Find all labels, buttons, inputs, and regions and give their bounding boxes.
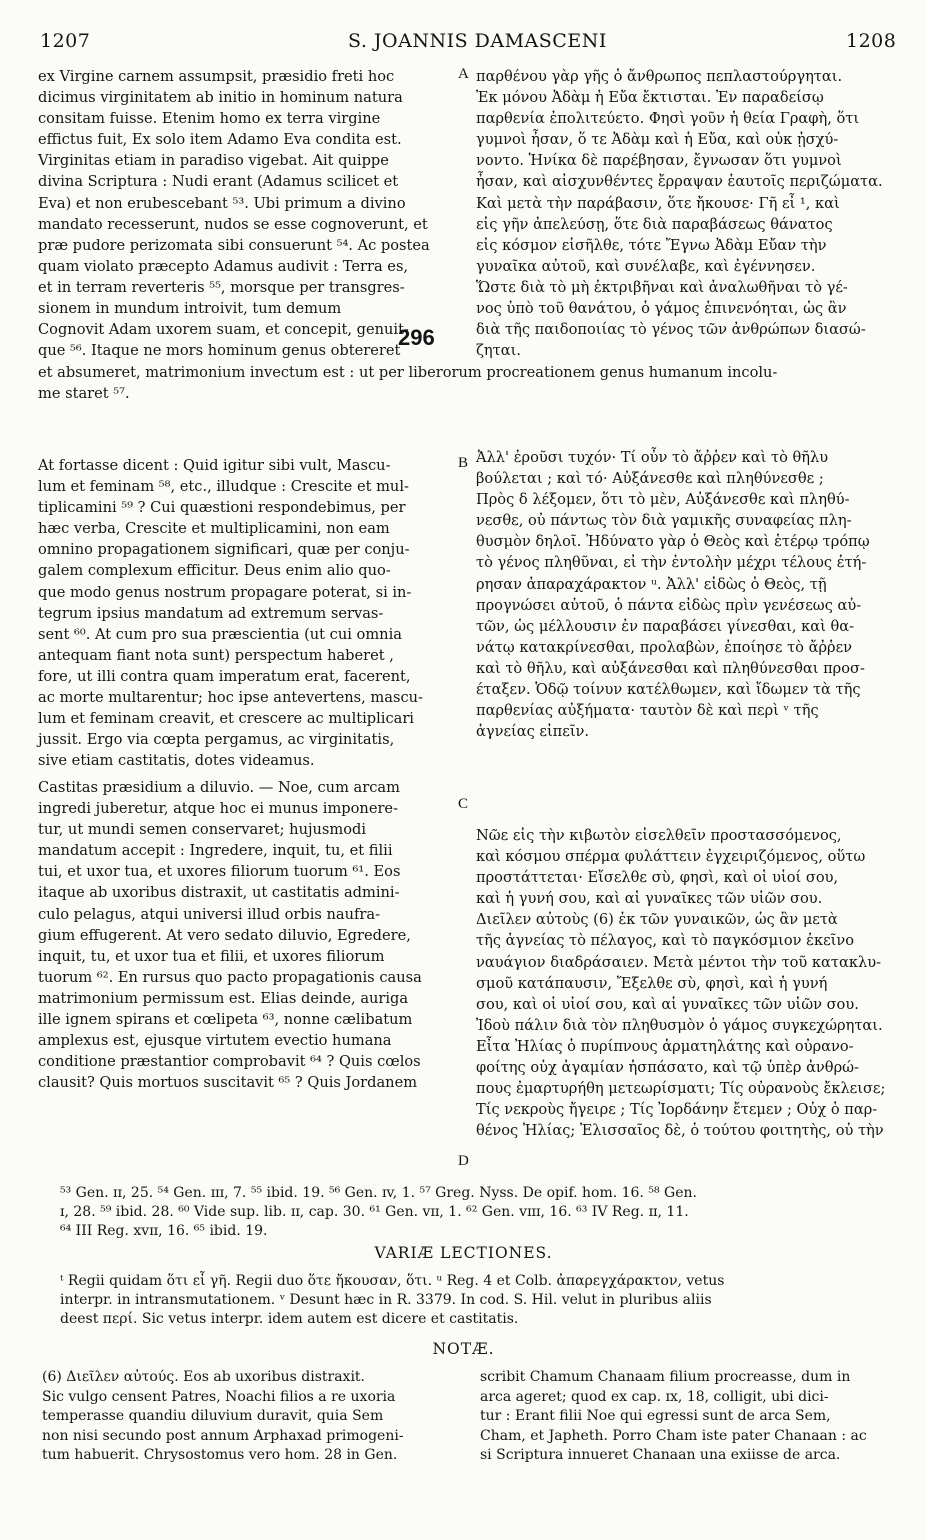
notae-right-column: [480, 1368, 890, 1466]
text-line: itaque ab uxoribus distraxit, ut castitatis admini-: [38, 884, 400, 902]
text-line: divina Scriptura : Nudi erant (Adamus scilicet et: [38, 173, 399, 191]
text-line: que ⁵⁶. Itaque ne mors hominum genus obtereret: [38, 342, 401, 360]
text-line: ⁵³ Gen. ɪɪ, 25. ⁵⁴ Gen. ɪɪɪ, 7. ⁵⁵ ibid. 19. ⁵⁶ Gen. ɪv, 1. ⁵⁷ Greg. Nyss. De opif. hom. 16. ⁵⁸ Gen.: [60, 1185, 697, 1201]
notae-left-column: [42, 1368, 452, 1466]
text-line: Καὶ μετὰ τὴν παράβασιν, ὅτε ἤκουσε· Γῆ εἶ ¹, καὶ: [476, 194, 840, 212]
text-line: σου, καὶ οἱ υἱοί σου, καὶ αἱ γυναῖκες τῶν υἱῶν σου.: [476, 995, 859, 1013]
text-line: antequam fiant nota sunt) perspectum haberet ,: [38, 646, 394, 664]
text-line: tur : Erant filii Noe qui egressi sunt de arca Sem,: [480, 1408, 831, 1424]
text-line: Ἐκ μόνου Ἀδὰμ ἡ Εὔα ἔκτισται. Ἐν παραδείσῳ: [476, 89, 824, 107]
text-line: καὶ κόσμου σπέρμα φυλάττειν ἐγχειριζόμενος, οὕτω: [476, 848, 866, 866]
text-line: ɪ, 28. ⁵⁹ ibid. 28. ⁶⁰ Vide sup. lib. ɪɪ, cap. 30. ⁶¹ Gen. vɪɪ, 1. ⁶² Gen. vɪɪɪ, 16. ⁶³ IV Reg. ɪɪ, 11.: [60, 1204, 689, 1220]
text-line: ille ignem spirans et cœlipeta ⁶³, nonne cælibatum: [38, 1011, 413, 1029]
text-line: hæc verba, Crescite et multiplicamini, non eam: [38, 520, 390, 538]
text-line: νοντο. Ἡνίκα δὲ παρέβησαν, ἔγνωσαν ὅτι γυμνοὶ: [476, 152, 842, 170]
text-line: ⁶⁴ III Reg. xvɪɪ, 16. ⁶⁵ ibid. 19.: [60, 1223, 268, 1239]
text-line: dicimus virginitatem ab initio in hominum natura: [38, 89, 403, 107]
variae-lectiones-text: [60, 1272, 890, 1329]
left-page-number: 1207: [40, 30, 91, 52]
text-line: Castitas præsidium a diluvio. — Noe, cum arcam: [38, 779, 400, 796]
text-line: fore, ut illi contra quam imperatum erat, facerent,: [38, 667, 411, 685]
text-line: scribit Chamum Chanaam filium procreasse, dum in: [480, 1369, 851, 1385]
variae-lectiones-heading: VARIÆ LECTIONES.: [374, 1244, 553, 1262]
latin-spanning-text: [38, 362, 888, 404]
text-line: culo pelagus, atqui universi illud orbis naufra-: [38, 905, 381, 923]
text-line: βούλεται ; καὶ τό· Αὐξάνεσθε καὶ πληθύνεσθε ;: [476, 470, 824, 488]
text-line: At fortasse dicent : Quid igitur sibi vult, Mascu-: [38, 457, 391, 474]
text-line: Τίς νεκροὺς ἤγειρε ; Τίς Ἰορδάνην ἔτεμεν ; Οὐχ ὁ παρ-: [476, 1101, 878, 1119]
text-line: εἰς γῆν ἀπελεύσῃ, ὅτε διὰ παραβάσεως θάνατος: [476, 215, 833, 233]
text-line: interpr. in intransmutationem. ᵛ Desunt hæc in R. 3379. In cod. S. Hil. velut in pluribus aliis: [60, 1292, 712, 1308]
text-line: Eva) et non erubescebant ⁵³. Ubi primum a divino: [38, 194, 406, 212]
text-line: ac morte multarentur; hoc ipse antevertens, mascu-: [38, 689, 423, 707]
text-line: έταξεν. Ὁδῷ τοίνυν κατέλθωμεν, καὶ ἴδωμεν τὰ τῆς: [476, 681, 861, 699]
text-line: ναυάγιον διαδράσαιεν. Μετὰ μέντοι τὴν τοῦ κατακλυ-: [476, 953, 882, 971]
text-line: me staret ⁵⁷.: [38, 385, 130, 402]
greek-column-middle: [476, 447, 888, 742]
greek-column-top: [476, 66, 888, 361]
text-line: ᵗ Regii quidam ὅτι εἶ γῆ. Regii duo ὅτε ἤκουσαν, ὅτι. ᵘ Reg. 4 et Colb. ἀπαρεγχάρακτον, vetus: [60, 1273, 725, 1289]
text-line: προγνώσει αὐτοῦ, ὁ πάντα εἰδὼς πρὶν γενέσεως αὐ-: [476, 596, 862, 614]
text-line: lum et feminam ⁵⁸, etc., illudque : Crescite et mul-: [38, 478, 409, 496]
text-line: lum et feminam creavit, et crescere ac multiplicari: [38, 710, 414, 728]
text-line: Virginitas etiam in paradiso vigebat. Ait quippe: [38, 152, 389, 170]
text-line: εἰς κόσμον εἰσῆλθε, τότε Ἔγνω Ἀδὰμ Εὔαν τὴν: [476, 236, 827, 254]
greek-column-lower: [476, 825, 888, 1141]
text-line: tum habuerit. Chrysostomus vero hom. 28 in Gen.: [42, 1447, 398, 1463]
text-line: προστάττεται· Εἴσελθε σὺ, φησὶ, καὶ οἱ υἱοί σου,: [476, 869, 839, 887]
text-line: τῶν, ὡς μέλλουσιν ἐν παραβάσει γίνεσθαι, καὶ θα-: [476, 617, 855, 635]
text-line: tegrum ipsius mandatum ad extremum servas-: [38, 604, 384, 622]
text-line: tui, et uxor tua, et uxores filiorum tuorum ⁶¹. Eos: [38, 863, 401, 881]
text-line: Ὥστε διὰ τὸ μὴ ἐκτριβῆναι καὶ ἀναλωθῆναι τὸ γέ-: [476, 278, 848, 296]
text-line: omnino propagationem significari, quæ per conju-: [38, 541, 410, 559]
text-line: temperasse quandiu diluvium duravit, quia Sem: [42, 1408, 384, 1424]
text-line: ἁγνείας εἰπεῖν.: [476, 723, 590, 741]
text-line: Διεῖλεν αὐτοὺς (6) ἐκ τῶν γυναικῶν, ὡς ἂν μετὰ: [476, 911, 838, 929]
text-line: inquit, tu, et uxor tua et filii, et uxores filiorum: [38, 947, 385, 965]
text-line: et in terram reverteris ⁵⁵, morsque per transgres-: [38, 278, 405, 296]
text-line: que modo genus nostrum propagare poterat, si in-: [38, 583, 412, 601]
text-line: ἦσαν, καὶ αἰσχυνθέντες ἔρραψαν ἑαυτοῖς περιζώματα.: [476, 173, 883, 191]
margin-marker-d: D: [458, 1153, 469, 1169]
text-line: ζηται.: [476, 342, 521, 360]
text-line: παρθένου γὰρ γῆς ὁ ἄνθρωπος πεπλαστούργηται.: [476, 68, 843, 85]
text-line: consitam fuisse. Etenim homo ex terra virgine: [38, 110, 381, 128]
text-line: sionem in mundum introivit, tum demum: [38, 300, 342, 318]
text-line: νεσθε, οὐ πάντως τὸν διὰ γαμικῆς συναφείας πλη-: [476, 512, 852, 530]
text-line: Cognovit Adam uxorem suam, et concepit, genuit-: [38, 321, 409, 339]
text-line: Εἶτα Ἠλίας ὁ πυρίπνους ἁρματηλάτης καὶ οὐρανο-: [476, 1037, 854, 1055]
text-line: ingredi juberetur, atque hoc ei munus imponere-: [38, 800, 398, 818]
text-line: ex Virgine carnem assumpsit, præsidio freti hoc: [38, 68, 395, 85]
text-line: (6) Διεῖλεν αὐτούς. Eos ab uxoribus distraxit.: [42, 1369, 366, 1385]
text-line: παρθενία ἐπολιτεύετο. Φησὶ γοῦν ἡ θεία Γραφὴ, ὅτι: [476, 110, 860, 128]
text-line: πους ἐμαρτυρήθη μετεωρίσματι; Τίς οὐρανοὺς ἔκλεισε;: [476, 1080, 886, 1098]
text-line: gium effugerent. At vero sedato diluvio, Egredere,: [38, 926, 411, 944]
text-line: γυναῖκα αὐτοῦ, καὶ συνέλαβε, καὶ ἐγέννησεν.: [476, 257, 816, 275]
text-line: Ἀλλ' ἐροῦσι τυχόν· Τί οὖν τὸ ἄῤῥεν καὶ τὸ θῆλυ: [476, 449, 829, 466]
text-line: τῆς ἁγνείας τὸ πέλαγος, καὶ τὸ παγκόσμιον ἐκεῖνο: [476, 932, 855, 950]
latin-column-lower: [38, 777, 453, 1093]
text-line: Cham, et Japheth. Porro Cham iste pater Chanaan : ac: [480, 1427, 867, 1444]
text-line: tur, ut mundi semen conservaret; hujusmodi: [38, 821, 367, 839]
text-line: tuorum ⁶². En rursus quo pacto propagationis causa: [38, 968, 422, 986]
text-line: Νῶε εἰς τὴν κιβωτὸν εἰσελθεῖν προστασσόμενος,: [476, 827, 842, 844]
text-line: mandatum accepit : Ingredere, inquit, tu, et filii: [38, 842, 393, 860]
margin-marker-b: B: [458, 455, 469, 471]
text-line: clausit? Quis mortuos suscitavit ⁶⁵ ? Quis Jordanem: [38, 1074, 418, 1092]
text-line: καὶ τὸ θῆλυ, καὶ αὐξάνεσθαι καὶ πληθύνεσθαι προσ-: [476, 659, 865, 677]
text-line: σμοῦ κατάπαυσιν, Ἔξελθε σὺ, φησὶ, καὶ ἡ γυνή: [476, 974, 828, 992]
text-line: Πρὸς δ λέξομεν, ὅτι τὸ μὲν, Αὐξάνεσθε καὶ πληθύ-: [476, 491, 850, 509]
text-line: conditione præstantior comprobavit ⁶⁴ ? Quis cœlos: [38, 1053, 421, 1071]
text-line: non nisi secundo post annum Arphaxad primogeni-: [42, 1427, 404, 1444]
text-line: deest περί. Sic vetus interpr. idem autem est dicere et castitatis.: [60, 1311, 519, 1327]
text-line: τὸ γένος πληθῦναι, εἰ τὴν ἐντολὴν μέχρι τέλους ἐτή-: [476, 554, 867, 572]
text-line: arca ageret; quod ex cap. ɪx, 18, colligit, ubi dici-: [480, 1388, 829, 1405]
margin-marker-a: A: [458, 66, 469, 82]
text-line: διὰ τῆς παιδοποιίας τὸ γένος τῶν ἀνθρώπων διασώ-: [476, 321, 866, 339]
text-line: Ἰδοὺ πάλιν διὰ τὸν πληθυσμὸν ὁ γάμος συγκεχώρηται.: [476, 1016, 883, 1034]
text-line: παρθενίας αὐξήματα· ταυτὸν δὲ καὶ περὶ ᵛ τῆς: [476, 702, 819, 720]
text-line: καὶ ἡ γυνή σου, καὶ αἱ γυναῖκες τῶν υἱῶν σου.: [476, 890, 823, 908]
text-line: præ pudore perizomata sibi consuerunt ⁵⁴. Ac postea: [38, 236, 430, 254]
text-line: et absumeret, matrimonium invectum est : ut per liberorum procreationem genus humanum incolu-: [38, 364, 778, 381]
text-line: Sic vulgo censent Patres, Noachi filios a re uxoria: [42, 1388, 396, 1405]
running-title: S. JOANNIS DAMASCENI: [348, 30, 607, 52]
inner-page-number: 296: [398, 325, 435, 350]
text-line: tiplicamini ⁵⁹ ? Cui quæstioni respondebimus, per: [38, 499, 406, 517]
text-line: sive etiam castitatis, dotes videamus.: [38, 752, 315, 770]
text-line: ρησαν ἀπαραχάρακτον ᵘ. Ἀλλ' εἰδὼς ὁ Θεὸς, τῇ: [476, 575, 827, 593]
text-line: θένος Ἠλίας; Ἐλισσαῖος δὲ, ὁ τούτου φοιτητὴς, οὐ τὴν: [476, 1122, 884, 1140]
right-page-number: 1208: [846, 30, 897, 52]
text-line: si Scriptura innueret Chanaan una exiisse de arca.: [480, 1447, 841, 1463]
text-line: galem complexum efficitur. Deus enim alio quo-: [38, 562, 391, 580]
text-line: quam violato præcepto Adamus audivit : Terra es,: [38, 257, 409, 275]
text-line: νος ὑπὸ τοῦ θανάτου, ὁ γάμος ἐπινενόηται, ὡς ἂν: [476, 300, 847, 318]
text-line: jussit. Ergo via cœpta pergamus, ac virginitatis,: [38, 731, 395, 749]
scripture-footnotes: [60, 1184, 890, 1241]
margin-marker-c: C: [458, 796, 469, 812]
text-line: matrimonium permissum est. Elias deinde, auriga: [38, 989, 409, 1007]
text-line: sent ⁶⁰. At cum pro sua præscientia (ut cui omnia: [38, 625, 402, 643]
notae-heading: NOTÆ.: [432, 1340, 495, 1358]
text-line: νάτῳ κατακρίνεσθαι, προλαβὼν, ἐποίησε τὸ ἄῤῥεν: [476, 638, 853, 656]
text-line: amplexus est, ejusque virtutem evectio humana: [38, 1032, 392, 1050]
latin-column-top: [38, 66, 453, 361]
text-line: φοίτης οὐχ ἀγαμίαν ἠσπάσατο, καὶ τῷ ὑπὲρ ἀνθρώ-: [476, 1059, 859, 1077]
latin-column-middle: [38, 455, 453, 771]
text-line: effictus fuit, Ex solo item Adamo Eva condita est.: [38, 131, 402, 149]
text-line: θυσμὸν δηλοῖ. Ἠδύνατο γὰρ ὁ Θεὸς καὶ ἑτέρῳ τρόπῳ: [476, 533, 870, 551]
text-line: γυμνοὶ ἦσαν, ὅ τε Ἀδὰμ καὶ ἡ Εὔα, καὶ οὐκ ᾐσχύ-: [476, 131, 839, 149]
text-line: mandato recesserunt, nudos se esse cognoverunt, et: [38, 215, 428, 233]
